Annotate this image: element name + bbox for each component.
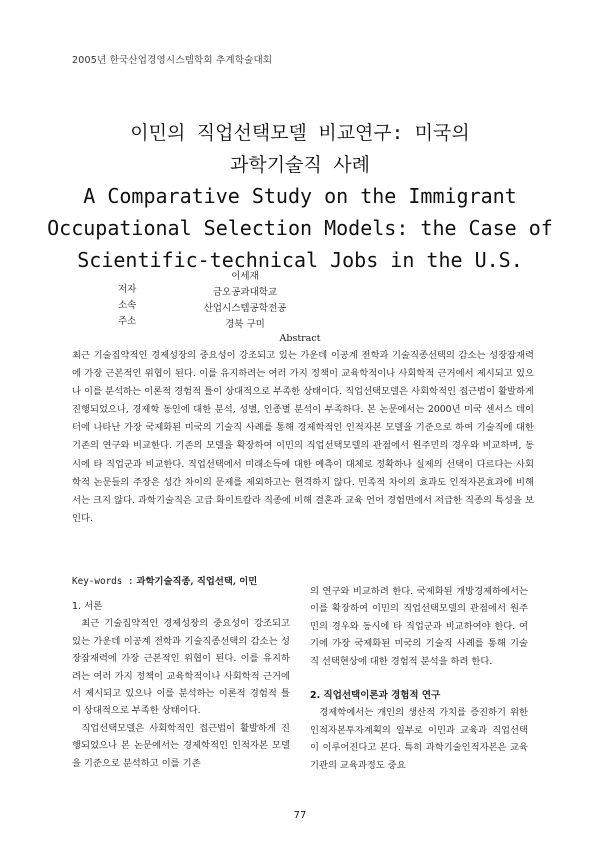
page-number: 77 <box>293 810 307 821</box>
author-name: 이세재 <box>231 271 259 282</box>
section-1-paragraph-1: 최근 기술집약적인 경제성장의 중요성이 강조되고 있는 가운데 이공계 전학과 기술직종선택의 감소는 성장잠재력에 가장 근본적인 위협이 된다. 이를 유지하려는 여러 가지 정책이 교육학적이나 사회학적 근거에서 제시되고 있으나 이를 분석하는 이론적 경험적 틀이 상대적으로 부족한 상태이다. <box>72 618 290 717</box>
author-labels <box>118 282 136 330</box>
author-city: 경북 구미 <box>225 319 265 330</box>
right-column <box>310 583 528 774</box>
affiliation-label: 소속 <box>118 300 137 311</box>
author-info <box>190 269 300 333</box>
section-2-heading: 2. 직업선택이론과 경험적 연구 <box>310 690 441 702</box>
author-label: 저자 <box>118 284 137 295</box>
address-label: 주소 <box>118 316 137 327</box>
keywords-value: 과학기술직종, 직업선택, 이민 <box>136 576 258 587</box>
section-1-heading: 1. 서론 <box>72 601 103 612</box>
keywords-label: Key-words : <box>72 576 134 587</box>
korean-title-line-2: 과학기술직 사례 <box>230 154 370 176</box>
english-title-line-2: Occupational Selection Models: the Case of <box>47 216 553 240</box>
keywords <box>72 573 257 587</box>
english-title-line-1: A Comparative Study on the Immigrant <box>83 184 517 208</box>
korean-title-line-1: 이민의 직업선택모델 비교연구: 미국의 <box>130 122 470 144</box>
conference-header: 2005년 한국산업경영시스템학회 추계학술대회 <box>72 55 273 66</box>
section-1-paragraph-2: 직업선택모델은 사회학적인 접근법이 활발하게 진행되었으나 본 논문에서는 경제학적인 인적자본 모델을 기준으로 분석하고 이를 기존 <box>72 722 290 769</box>
section-spacer <box>310 670 528 687</box>
author-department: 산업시스템공학전공 <box>203 303 287 314</box>
left-column <box>72 598 290 772</box>
english-title-line-3: Scientific-technical Jobs in the U.S. <box>77 248 523 272</box>
section-1-paragraph-2-continued: 의 연구와 비교하려 한다. 국제화된 개방경제하에서는 이를 확장하여 이민의 직업선택모델의 관점에서 원주민의 경우와 동시에 타 직업군과 비교하여야 한다. 여기에 가장 국제화된 미국의 기술직 사례를 통해 기술직 선택현상에 대한 경험적 분석을 하려 한다. <box>310 586 528 667</box>
section-2-paragraph-1: 경제학에서는 개인의 생산적 가치를 증진하기 위한 인적자본투자계획의 일부로 이민과 교육과 직업선택이 이루어진다고 본다. 특히 과학기술인적자본은 교육기관의 교육과정도 중요 <box>310 707 528 771</box>
abstract-heading: Abstract <box>279 333 321 344</box>
abstract-body: 최근 기술집약적인 경제성장의 중요성이 강조되고 있는 가운데 이공계 전학과 기술직종선택의 감소는 성장잠재력에 가장 근본적인 위협이 된다. 이를 유지하려는 여러 가지 정책이 교육학적이나 사회학적 근거에서 제시되고 있으나 이를 분석하는 이론적 경험적 틀이 상대적으로 부족한 상태이다. 직업선택모델은 사회학적인 접근법이 활발하게 진행되었으나, 경제학 동인에 대한 분석, 성별, 인종별 분석이 부족하다. 본 논문에서는 2000년 미국 센서스 데이터에 나타난 가장 국제화된 미국의 기술직 사례를 통해 경제학적인 인적자본 모델을 기준으로 하여 기술직에 대한 기존의 연구와 비교한다. 기존의 모델을 확장하여 이민의 직업선택모델의 관점에서 원주민의 경우와 비교하며, 동시에 타 직업군과 비교한다. 직업선택에서 미래소득에 대한 예측이 대체로 정확하나 실제의 선택이 다르다는 사회학적 논문들의 주장은 성간 차이의 문제를 제외하고는 현격하지 않다. 민족적 차이의 효과도 인적자본효과에 비해서는 크지 않다. 과학기술직은 고급 화이트칼라 직종에 비해 결혼과 교육 언어 경험면에서 저급한 직종의 특성을 보인다. <box>72 350 534 524</box>
author-university: 금오공과대학교 <box>212 287 278 298</box>
